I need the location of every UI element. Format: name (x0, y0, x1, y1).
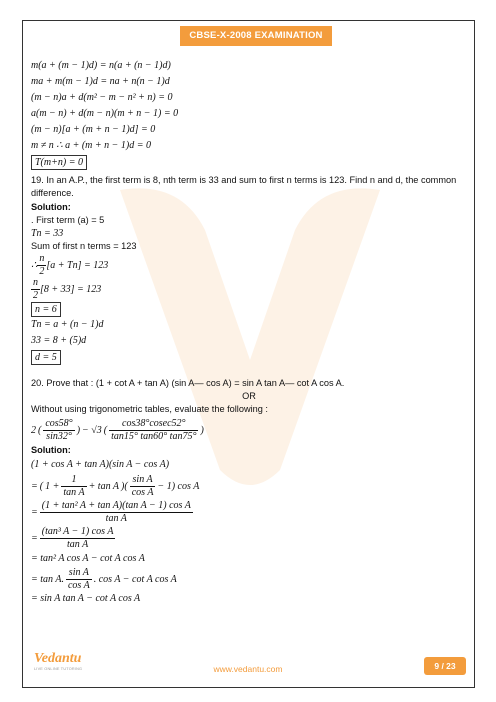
equation-line: a(m − n) + d(m − n)(m + n − 1) = 0 (31, 108, 179, 119)
equation-line: = tan² A cos A − cot A cos A (31, 553, 145, 564)
page-content (31, 58, 467, 607)
fraction-numerator: n (33, 276, 38, 288)
website-link[interactable]: www.vedantu.com (213, 664, 283, 674)
question-19-text: 19. In an A.P., the first term is 8, nth term is 33 and sum to first n terms is 123. Find n and d, the common difference. (31, 175, 457, 198)
fraction-numerator: n (39, 252, 45, 264)
fraction-numerator: cos38°cosec52° (109, 418, 198, 431)
fraction-numerator: (tan³ A − 1) cos A (41, 525, 114, 537)
solution-label: Solution: (31, 202, 71, 212)
boxed-result: d = 5 (31, 350, 61, 365)
fraction-denominator: tan15° tan60° tan75° (111, 430, 197, 442)
equation-line: = sin A tan A − cot A cos A (31, 593, 141, 604)
fraction-numerator: sin A (130, 474, 156, 487)
equation-term: 1 + (45, 480, 60, 492)
logo-wordmark: Vedantu (34, 651, 82, 666)
equation-line: ma + m(m − 1)d = na + n(n − 1)d (31, 76, 170, 87)
logo-tagline: LIVE ONLINE TUTORING (34, 667, 83, 671)
equation-term: − 1) cos A (157, 480, 200, 492)
equation-line: (1 + cos A + tan A)(sin A − cos A) (31, 459, 170, 470)
fraction-denominator: sin32° (46, 430, 72, 442)
fraction-numerator: 1 (61, 474, 86, 487)
fraction-numerator: cos58° (45, 417, 73, 429)
fraction-denominator: 2 (39, 265, 45, 277)
operator-sqrt3: − √3 (82, 424, 102, 436)
fraction-denominator: tan A (105, 512, 127, 524)
equation-line: Tn = a + (n − 1)d (31, 319, 104, 330)
equation-fraction-line: = ( 1 + $\frac{1}{\text{tan A}}$ + tan A )( $\frac{\text{sin A}}{\text{cos A}}$ − 1) cos A (31, 473, 200, 498)
fraction-denominator: cos A (67, 579, 90, 591)
therefore-symbol: ∴ (31, 259, 38, 271)
alternative-question-text: Without using trigonometric tables, evaluate the following : (31, 404, 268, 414)
equation-fraction-line (31, 253, 467, 277)
fraction-numerator: sin A (66, 567, 92, 580)
equation-fraction-line: = $\frac{\text{(1 + tan² A + tan A)(tan A − 1) cos A}}{\text{tan A}}$ (31, 499, 191, 524)
fraction-denominator: tan A (63, 486, 85, 498)
solution-line: . First term (a) = 5 (31, 215, 105, 225)
equation-term: = tan A. (31, 573, 64, 585)
equation-line: (m − n)a + d(m² − m − n² + n) = 0 (31, 92, 173, 103)
equation-fraction-line: = $\frac{\text{(tan³ A − 1) cos A}}{\text{tan A}}$ (31, 525, 114, 550)
or-divider: OR (242, 391, 256, 401)
equation-term: . cos A − cot A cos A (93, 573, 177, 585)
page-header-title: CBSE-X-2008 EXAMINATION (180, 26, 332, 46)
solution-line: Sum of first n terms = 123 (31, 241, 137, 251)
solution-line: Tn = 33 (31, 228, 64, 239)
alternative-expression: 2 ( $\frac{\cos 58^\circ}{\sin 32^\circ}$ ) − √3 ( $\frac{\cos 38^\circ cosec52^\circ}{\tan 15^\circ \tan 60^\circ \tan 75^\circ}$ ) (31, 417, 204, 442)
equation-fraction-line (31, 567, 467, 591)
equation-line: 33 = 8 + (5)d (31, 335, 87, 346)
equation-term: + tan A (88, 480, 120, 492)
equals-sign: = (31, 480, 38, 492)
question-20-text: 20. Prove that : (1 + cot A + tan A) (sin A— cos A) = sin A tan A— cot A cos A. (31, 378, 345, 388)
fraction-denominator: 2 (33, 289, 38, 301)
fraction-denominator: tan A (66, 538, 89, 550)
coefficient: 2 (31, 424, 36, 436)
boxed-result: n = 6 (31, 302, 61, 317)
equation-line: m ≠ n ∴ a + (m + n − 1)d = 0 (31, 140, 151, 151)
equation-line: m(a + (m − 1)d) = n(a + (n − 1)d) (31, 60, 171, 71)
equation-fraction-line (31, 277, 467, 301)
equation-rest: [a + Tn] = 123 (46, 259, 109, 271)
page-number-badge: 9 / 23 (424, 657, 466, 675)
boxed-result: T(m+n) = 0 (31, 155, 87, 170)
fraction-denominator: cos A (131, 486, 154, 498)
equation-line: (m − n)[a + (m + n − 1)d] = 0 (31, 124, 156, 135)
fraction-numerator: (1 + tan² A + tan A)(tan A − 1) cos A (41, 499, 191, 511)
equation-rest: [8 + 33] = 123 (40, 283, 102, 295)
solution-label: Solution: (31, 445, 71, 455)
